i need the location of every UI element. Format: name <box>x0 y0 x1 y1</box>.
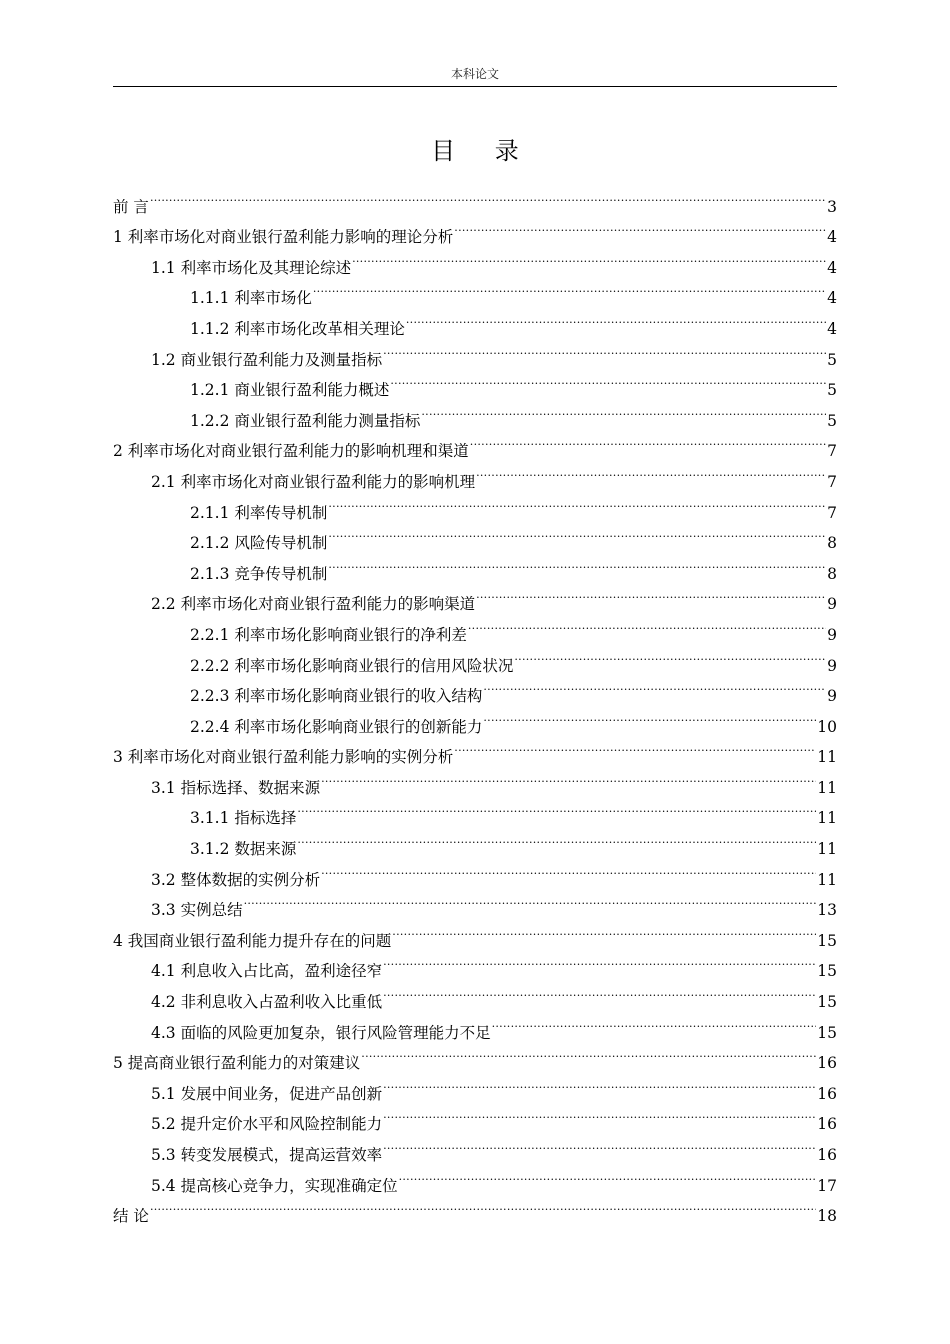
page-header: 本科论文 <box>450 67 499 81</box>
toc-dot-leader <box>390 365 826 396</box>
toc-page-number: 9 <box>827 625 837 644</box>
toc-entry[interactable] <box>113 181 837 216</box>
toc-dot-leader <box>383 946 816 977</box>
toc-page-number: 16 <box>817 1146 837 1164</box>
toc-dot-leader <box>244 885 817 916</box>
toc-entry-title: 2.1.3 竞争传导机制 <box>190 564 328 583</box>
toc-dot-leader <box>483 671 826 702</box>
toc-page-number: 7 <box>827 442 837 461</box>
toc-dot-leader <box>328 548 826 579</box>
toc-dot-leader <box>383 334 826 365</box>
toc-page-number: 11 <box>817 840 837 859</box>
toc-entry-title: 1.1 利率市场化及其理论综述 <box>151 258 352 277</box>
toc-dot-leader <box>383 1099 816 1130</box>
page-title: 目 录 <box>431 137 535 165</box>
toc-entry-title: 3 利率市场化对商业银行盈利能力影响的实例分析 <box>113 748 454 767</box>
toc-page-number: 16 <box>817 1054 837 1073</box>
toc-page-number: 15 <box>817 962 837 981</box>
toc-entry-title: 2.1.2 风险传导机制 <box>190 534 328 553</box>
toc-page-number: 4 <box>827 319 837 338</box>
table-of-contents <box>113 181 837 1226</box>
toc-entry-title: 4.3 面临的风险更加复杂，银行风险管理能力不足 <box>151 1023 491 1042</box>
toc-dot-leader <box>328 487 826 518</box>
toc-page-number: 13 <box>817 901 837 920</box>
toc-page-number: 5 <box>827 350 837 369</box>
toc-page-number: 18 <box>817 1207 837 1226</box>
toc-page-number: 10 <box>817 717 837 736</box>
toc-page-number: 4 <box>827 289 837 308</box>
toc-dot-leader <box>383 1068 816 1099</box>
toc-entry[interactable] <box>113 1191 837 1226</box>
toc-page-number: 8 <box>827 534 837 553</box>
toc-page-number: 7 <box>827 503 837 522</box>
toc-entry-title: 2.2.3 利率市场化影响商业银行的收入结构 <box>190 687 483 706</box>
toc-entry-title: 4.2 非利息收入占盈利收入比重低 <box>151 993 383 1012</box>
toc-dot-leader <box>383 1129 816 1160</box>
toc-page-number: 4 <box>827 228 837 247</box>
toc-page-number: 7 <box>827 472 837 491</box>
toc-dot-leader <box>454 732 816 763</box>
toc-entry-title: 2.2.1 利率市场化影响商业银行的净利差 <box>190 625 467 644</box>
toc-dot-leader <box>406 303 826 334</box>
toc-page-number: 17 <box>817 1176 837 1195</box>
toc-dot-leader <box>514 640 826 671</box>
toc-entry-title: 1.2.1 商业银行盈利能力概述 <box>190 381 390 400</box>
toc-entry-title: 结 论 <box>113 1207 149 1226</box>
toc-dot-leader <box>470 426 826 457</box>
toc-dot-leader <box>383 976 816 1007</box>
toc-entry-title: 1.2 商业银行盈利能力及测量指标 <box>151 350 383 369</box>
toc-dot-leader <box>468 609 826 640</box>
toc-dot-leader <box>361 1038 816 1069</box>
toc-entry-title: 2.1 利率市场化对商业银行盈利能力的影响机理 <box>151 472 476 491</box>
toc-entry-title: 3.1.2 数据来源 <box>190 840 297 859</box>
toc-entry-title: 5.3 转变发展模式，提高运营效率 <box>151 1146 383 1164</box>
toc-page-number: 11 <box>817 748 837 767</box>
toc-page-number: 9 <box>827 656 837 675</box>
toc-page-number: 9 <box>827 687 837 706</box>
toc-page-number: 8 <box>827 564 837 583</box>
toc-entry-title: 5.1 发展中间业务，促进产品创新 <box>151 1084 383 1103</box>
toc-page-number: 15 <box>817 931 837 950</box>
toc-dot-leader <box>328 518 826 549</box>
toc-page-number: 15 <box>817 993 837 1012</box>
toc-page-number: 16 <box>817 1115 837 1134</box>
toc-entry-title: 1.1.2 利率市场化改革相关理论 <box>190 319 405 338</box>
toc-page-number: 4 <box>827 258 837 277</box>
toc-entry-title: 3.1 指标选择、数据来源 <box>151 778 321 797</box>
toc-entry-title: 1.1.1 利率市场化 <box>190 289 312 308</box>
toc-page-number: 3 <box>827 197 837 216</box>
toc-entry-title: 3.3 实例总结 <box>151 901 243 920</box>
toc-dot-leader <box>454 212 826 243</box>
toc-dot-leader <box>476 579 826 610</box>
toc-dot-leader <box>492 1007 817 1038</box>
header-divider <box>113 86 837 87</box>
toc-dot-leader <box>483 701 816 732</box>
toc-entry-title: 2.2.2 利率市场化影响商业银行的信用风险状况 <box>190 656 514 675</box>
toc-page-number: 16 <box>817 1084 837 1103</box>
toc-entry[interactable] <box>113 212 837 247</box>
toc-dot-leader <box>392 915 816 946</box>
toc-dot-leader <box>352 242 826 273</box>
toc-entry-title: 前 言 <box>113 197 149 216</box>
toc-page-number: 11 <box>817 870 837 889</box>
toc-dot-leader <box>297 793 816 824</box>
toc-entry-title: 1.2.2 商业银行盈利能力测量指标 <box>190 411 421 430</box>
toc-dot-leader <box>476 456 826 487</box>
toc-entry-title: 5 提高商业银行盈利能力的对策建议 <box>113 1054 361 1073</box>
toc-dot-leader <box>297 823 816 854</box>
toc-entry-title: 5.4 提高核心竞争力，实现准确定位 <box>151 1176 398 1195</box>
toc-entry-title: 2.2 利率市场化对商业银行盈利能力的影响渠道 <box>151 595 476 614</box>
toc-entry-title: 1 利率市场化对商业银行盈利能力影响的理论分析 <box>113 228 454 247</box>
toc-page-number: 5 <box>827 381 837 400</box>
toc-entry-title: 3.2 整体数据的实例分析 <box>151 870 321 889</box>
toc-page-number: 11 <box>817 778 837 797</box>
toc-page-number: 11 <box>817 809 837 828</box>
toc-dot-leader <box>321 854 816 885</box>
toc-page-number: 9 <box>827 595 837 614</box>
toc-dot-leader <box>150 181 826 212</box>
toc-entry-title: 3.1.1 指标选择 <box>190 809 297 828</box>
toc-entry-title: 5.2 提升定价水平和风险控制能力 <box>151 1115 383 1134</box>
toc-dot-leader <box>421 395 826 426</box>
toc-page-number: 15 <box>817 1023 837 1042</box>
toc-dot-leader <box>150 1191 816 1222</box>
toc-page-number: 5 <box>827 411 837 430</box>
toc-entry-title: 2.1.1 利率传导机制 <box>190 503 328 522</box>
toc-entry-title: 2.2.4 利率市场化影响商业银行的创新能力 <box>190 717 483 736</box>
toc-dot-leader <box>321 762 816 793</box>
toc-entry-title: 4 我国商业银行盈利能力提升存在的问题 <box>113 931 392 950</box>
toc-dot-leader <box>313 273 826 304</box>
toc-entry-title: 4.1 利息收入占比高，盈利途径窄 <box>151 962 383 981</box>
toc-dot-leader <box>399 1160 817 1191</box>
toc-entry-title: 2 利率市场化对商业银行盈利能力的影响机理和渠道 <box>113 442 469 461</box>
